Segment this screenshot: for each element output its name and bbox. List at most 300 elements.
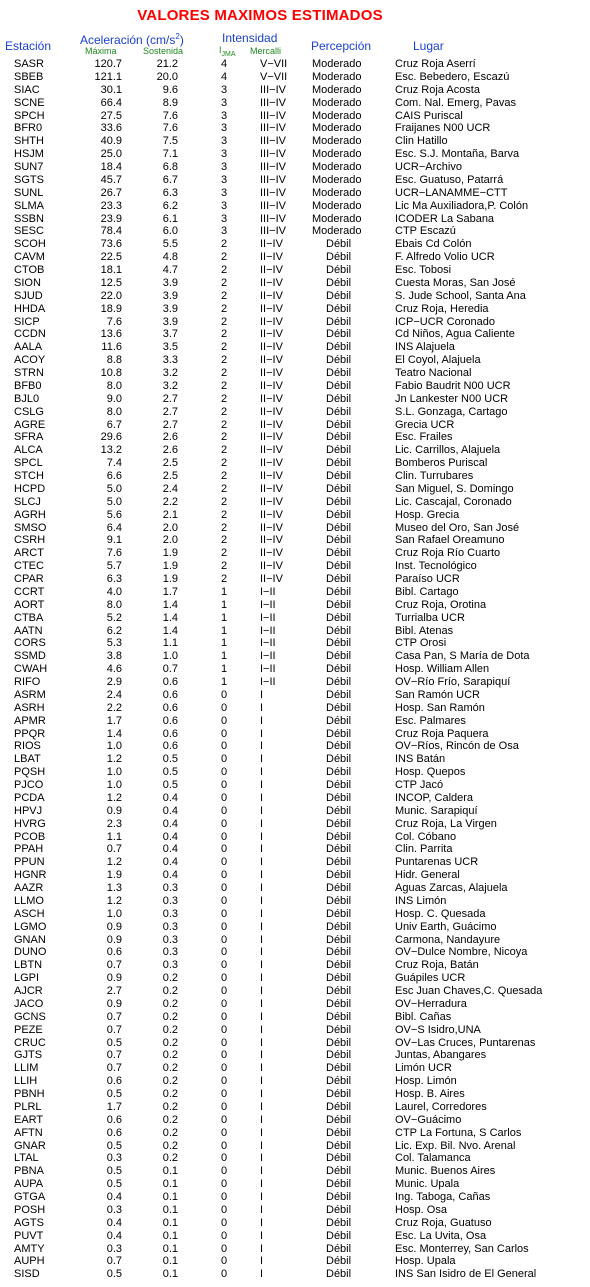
intensity-mercalli: II−IV [260,495,283,508]
location: Cd Niños, Agua Caliente [395,328,515,341]
perception: Débil [326,1268,352,1281]
intensity-jma: 3 [220,199,228,212]
intensity-jma: 1 [220,598,228,611]
location: Cruz Roja Acosta [395,83,480,96]
accel-sostenida: 2.7 [162,405,178,418]
table-row [0,612,590,625]
perception: Débil [326,1203,352,1216]
accel-max: 29.6 [100,431,122,444]
perception: Débil [326,238,352,251]
accel-sostenida: 1.7 [162,585,178,598]
table-row [0,419,590,432]
location: Cruz Roja Paquera [395,727,489,740]
location: Bibl. Atenas [395,624,454,637]
location: Teatro Nacional [395,367,472,379]
intensity-jma: 0 [220,920,228,933]
accel-max: 2.9 [106,676,122,688]
table-row [0,702,590,715]
accel-sostenida: 1.9 [162,573,178,585]
station-code: AALA [14,341,43,354]
station-code: CSLG [14,405,44,418]
intensity-mercalli: III−IV [260,83,286,96]
station-code: RIFO [14,676,41,688]
location: OV−S Isidro,UNA [395,1023,481,1036]
intensity-jma: 2 [220,392,228,405]
table-row [0,740,590,753]
accel-sostenida: 0.2 [162,1100,178,1113]
accel-max: 0.5 [106,1268,122,1281]
intensity-jma: 0 [220,1023,228,1036]
subheader-ijma-i: I [219,45,222,55]
intensity-mercalli: II−IV [260,264,283,276]
table-row [0,586,590,599]
intensity-mercalli: I [260,1242,264,1255]
location: Com. Nal. Emerg, Pavas [395,96,517,109]
location: OV−Dulce Nombre, Nicoya [395,946,528,959]
accel-max: 0.7 [106,843,122,856]
station-code: LTAL [14,1152,39,1165]
accel-sostenida: 6.8 [162,161,178,173]
perception: Débil [326,1139,352,1152]
perception: Moderado [312,83,362,96]
accel-sostenida: 3.9 [162,315,178,328]
accel-sostenida: 0.1 [162,1178,178,1191]
accel-sostenida: 0.6 [162,701,178,714]
location: Hidr. General [395,869,460,882]
accel-max: 13.2 [100,444,122,457]
station-code: SJUD [14,289,43,302]
intensity-jma: 0 [220,753,228,766]
intensity-mercalli: I−II [260,598,276,611]
accel-max: 2.7 [106,985,122,997]
subheader-ijma-sub: JMA [221,50,236,58]
table-row [0,946,590,959]
station-code: SHTH [14,135,44,148]
station-code: CPAR [14,573,44,585]
station-code: PLRL [14,1100,42,1113]
intensity-jma: 3 [220,96,228,109]
accel-sostenida: 0.1 [162,1255,178,1268]
accel-max: 27.5 [100,109,122,122]
accel-max: 0.7 [106,1062,122,1075]
intensity-mercalli: I [260,933,264,946]
table-row [0,406,590,419]
accel-max: 9.1 [106,534,122,547]
table-row [0,1062,590,1075]
intensity-mercalli: II−IV [260,470,283,482]
intensity-mercalli: I [260,1152,264,1165]
perception: Débil [326,766,352,779]
station-code: SPCL [14,457,43,470]
location: ICODER La Sabana [395,212,495,225]
perception: Débil [326,972,352,985]
header-aceleracion [80,32,184,47]
accel-max: 18.1 [100,264,122,276]
intensity-jma: 1 [220,650,228,663]
station-code: LLMO [14,894,44,907]
accel-max: 73.6 [100,238,122,251]
perception: Débil [326,882,352,894]
intensity-jma: 2 [220,573,228,585]
perception: Débil [326,624,352,637]
station-code: CWAH [14,663,48,676]
perception: Débil [326,714,352,727]
perception: Débil [326,869,352,882]
station-code: ASRH [14,701,45,714]
accel-max: 4.0 [106,585,122,598]
intensity-jma: 2 [220,508,228,521]
perception: Débil [326,341,352,354]
intensity-mercalli: I [260,972,264,985]
accel-max: 18.4 [100,161,122,173]
intensity-jma: 3 [220,212,228,225]
accel-max: 0.3 [106,1242,122,1255]
accel-sostenida: 0.3 [162,933,178,946]
accel-max: 1.0 [106,766,122,779]
perception: Débil [326,418,352,431]
station-code: AGTS [14,1216,44,1229]
intensity-jma: 2 [220,547,228,560]
intensity-mercalli: I [260,869,264,882]
subheader-mercalli: Mercalli [250,46,282,56]
intensity-mercalli: II−IV [260,315,283,328]
intensity-mercalli: III−IV [260,148,286,161]
intensity-jma: 2 [220,328,228,341]
table-row [0,1037,590,1050]
station-code: JACO [14,997,44,1010]
table-row [0,921,590,934]
intensity-mercalli: I [260,817,264,830]
station-code: HCPD [14,482,46,495]
table-row [0,1140,590,1153]
accel-max: 33.6 [100,122,122,135]
accel-sostenida: 3.2 [162,367,178,379]
accel-max: 25.0 [100,148,122,161]
station-code: PUVT [14,1229,44,1242]
table-row [0,84,590,97]
station-code: SASR [14,58,44,70]
accel-max: 0.5 [106,1139,122,1152]
perception: Débil [326,328,352,341]
intensity-jma: 0 [220,959,228,972]
accel-sostenida: 0.2 [162,1036,178,1049]
station-code: SSBN [14,212,44,225]
perception: Débil [326,663,352,676]
perception: Débil [326,573,352,585]
accel-sostenida: 0.4 [162,856,178,869]
accel-max: 0.4 [106,1216,122,1229]
table-row [0,676,590,689]
intensity-jma: 2 [220,457,228,470]
accel-sostenida: 3.2 [162,379,178,392]
intensity-jma: 2 [220,470,228,482]
location: CTP Orosi [395,637,447,650]
intensity-jma: 3 [220,83,228,96]
table-row [0,1024,590,1037]
intensity-jma: 2 [220,315,228,328]
location: Jn Lankester N00 UCR [395,392,509,405]
accel-max: 13.6 [100,328,122,341]
intensity-jma: 0 [220,997,228,1010]
station-code: ARCT [14,547,44,560]
accel-max: 0.3 [106,1152,122,1165]
table-row [0,1152,590,1165]
perception: Moderado [312,212,362,225]
intensity-mercalli: II−IV [260,289,283,302]
intensity-jma: 2 [220,444,228,457]
station-code: AUPH [14,1255,45,1268]
accel-sostenida: 3.9 [162,289,178,302]
intensity-mercalli: I [260,830,264,843]
intensity-jma: 0 [220,701,228,714]
intensity-jma: 0 [220,1100,228,1113]
table-row [0,187,590,200]
station-code: SSMD [14,650,46,663]
accel-sostenida: 6.1 [162,212,178,225]
table-row [0,715,590,728]
accel-sostenida: 0.1 [162,1268,178,1281]
intensity-mercalli: I [260,1178,264,1191]
table-row [0,251,590,264]
intensity-mercalli: V−VII [260,58,288,70]
location: Juntas, Abangares [395,1049,487,1062]
intensity-jma: 3 [220,161,228,173]
table-row [0,1114,590,1127]
location: Hosp. San Ramón [395,701,485,714]
station-code: CTBA [14,611,44,624]
intensity-mercalli: III−IV [260,199,286,212]
table-row [0,766,590,779]
intensity-jma: 4 [220,70,228,83]
accel-max: 23.9 [100,212,122,225]
accel-max: 0.5 [106,1165,122,1178]
station-code: LBAT [14,753,41,766]
intensity-mercalli: III−IV [260,96,286,109]
accel-sostenida: 2.5 [162,470,178,482]
accel-sostenida: 0.7 [162,663,178,676]
station-code: CTOB [14,264,45,276]
accel-max: 0.6 [106,1075,122,1088]
accel-sostenida: 0.2 [162,1113,178,1126]
accel-sostenida: 2.4 [162,482,178,495]
location: Limón UCR [395,1062,452,1075]
location: UCR−LANAMME−CTT [395,186,508,199]
table-row [0,431,590,444]
intensity-mercalli: I [260,727,264,740]
intensity-mercalli: I [260,1229,264,1242]
accel-max: 5.3 [106,637,122,650]
location: El Coyol, Alajuela [395,354,481,367]
location: Cruz Roja, Guatuso [395,1216,492,1229]
accel-sostenida: 0.6 [162,676,178,688]
perception: Moderado [312,122,362,135]
intensity-mercalli: II−IV [260,521,283,534]
station-code: DUNO [14,946,47,959]
perception: Moderado [312,109,362,122]
table-row [0,1049,590,1062]
accel-max: 66.4 [100,96,122,109]
station-code: SGTS [14,173,44,186]
intensity-jma: 1 [220,611,228,624]
accel-max: 0.7 [106,1023,122,1036]
intensity-mercalli: III−IV [260,212,286,225]
intensity-jma: 0 [220,1088,228,1100]
table-row [0,895,590,908]
intensity-mercalli: II−IV [260,405,283,418]
intensity-mercalli: I [260,1049,264,1062]
intensity-jma: 2 [220,495,228,508]
station-code: PPQR [14,727,46,740]
location: Munic. Sarapiquí [395,804,478,817]
accel-sostenida: 2.0 [162,534,178,547]
station-code: CORS [14,637,46,650]
station-code: SPCH [14,109,45,122]
location: Hosp. Osa [395,1203,447,1216]
station-code: CTEC [14,560,44,573]
location: CAIS Puriscal [395,109,463,122]
station-code: LLIM [14,1062,39,1075]
perception: Débil [326,534,352,547]
table-row [0,1230,590,1243]
intensity-mercalli: I [260,804,264,817]
intensity-mercalli: I [260,1113,264,1126]
accel-sostenida: 0.5 [162,766,178,779]
accel-sostenida: 0.2 [162,1062,178,1075]
intensity-jma: 0 [220,1036,228,1049]
table-row [0,908,590,921]
intensity-mercalli: II−IV [260,276,283,289]
station-code: GNAR [14,1139,46,1152]
perception: Moderado [312,161,362,173]
accel-max: 18.9 [100,302,122,315]
intensity-mercalli: I [260,959,264,972]
table-row [0,341,590,354]
perception: Débil [326,251,352,264]
station-code: LLIH [14,1075,38,1088]
table-row [0,882,590,895]
accel-sostenida: 0.6 [162,688,178,701]
accel-sostenida: 0.1 [162,1165,178,1178]
table-row [0,1204,590,1217]
location: Puntarenas UCR [395,856,479,869]
intensity-mercalli: I [260,701,264,714]
station-code: APMR [14,714,46,727]
header-percepcion: Percepción [311,39,372,53]
table-row [0,238,590,251]
location: Cuesta Moras, San José [395,276,516,289]
location: Museo del Oro, San José [395,521,520,534]
station-code: CAVM [14,251,45,264]
table-row [0,534,590,547]
station-code: AAZR [14,882,44,894]
accel-sostenida: 0.4 [162,817,178,830]
intensity-jma: 2 [220,379,228,392]
accel-sostenida: 2.7 [162,418,178,431]
table-row [0,1127,590,1140]
accel-max: 5.0 [106,482,122,495]
location: Clin Hatillo [395,135,448,148]
intensity-jma: 3 [220,135,228,148]
accel-max: 0.5 [106,1178,122,1191]
location: INCOP, Caldera [395,791,474,804]
station-code: RIOS [14,740,41,753]
accel-max: 0.6 [106,1126,122,1139]
intensity-jma: 2 [220,354,228,367]
station-code: BFR0 [14,122,43,135]
station-code: GTGA [14,1191,46,1203]
location: OV−Guácimo [395,1113,462,1126]
header-intensidad: Intensidad [222,31,278,45]
intensity-jma: 0 [220,1062,228,1075]
accel-sostenida: 7.1 [162,148,178,161]
intensity-mercalli: I [260,920,264,933]
accel-max: 0.6 [106,946,122,959]
accel-sostenida: 7.6 [162,109,178,122]
station-code: PCOB [14,830,46,843]
accel-sostenida: 0.2 [162,997,178,1010]
accel-sostenida: 0.3 [162,946,178,959]
perception: Débil [326,753,352,766]
accel-max: 1.2 [106,753,122,766]
intensity-mercalli: II−IV [260,508,283,521]
intensity-jma: 1 [220,663,228,676]
intensity-mercalli: I [260,985,264,997]
accel-sostenida: 3.5 [162,341,178,354]
table-row [0,547,590,560]
station-code: PPAH [14,843,44,856]
location: Lic. Cascajal, Coronado [395,495,512,508]
accel-sostenida: 2.6 [162,444,178,457]
accel-max: 78.4 [100,225,122,238]
perception: Débil [326,508,352,521]
location: Clin. Parrita [395,843,453,856]
accel-sostenida: 0.2 [162,972,178,985]
accel-max: 0.4 [106,1229,122,1242]
intensity-jma: 0 [220,804,228,817]
accel-max: 5.6 [106,508,122,521]
station-code: SISD [14,1268,40,1281]
table-row [0,303,590,316]
perception: Débil [326,598,352,611]
intensity-jma: 2 [220,367,228,379]
perception: Débil [326,1036,352,1049]
station-code: ACOY [14,354,46,367]
perception: Moderado [312,186,362,199]
location: INS San Isidro de El General [395,1268,537,1281]
station-code: AUPA [14,1178,44,1191]
perception: Débil [326,997,352,1010]
accel-sostenida: 0.3 [162,882,178,894]
perception: Débil [326,907,352,920]
intensity-mercalli: I−II [260,637,276,650]
accel-sostenida: 1.9 [162,560,178,573]
table-row [0,985,590,998]
location: Esc. Frailes [395,431,453,444]
perception: Débil [326,779,352,791]
table-row [0,1178,590,1191]
location: OV−Ríos, Rincón de Osa [395,740,519,753]
station-code: SUNL [14,186,44,199]
table-row [0,174,590,187]
station-code: GCNS [14,1010,46,1023]
accel-max: 1.2 [106,791,122,804]
intensity-mercalli: I [260,1268,264,1281]
location: CTP Jacó [395,779,444,791]
accel-max: 11.6 [101,341,122,354]
intensity-mercalli: III−IV [260,122,286,135]
accel-sostenida: 0.2 [162,1023,178,1036]
station-code: CCDN [14,328,46,341]
